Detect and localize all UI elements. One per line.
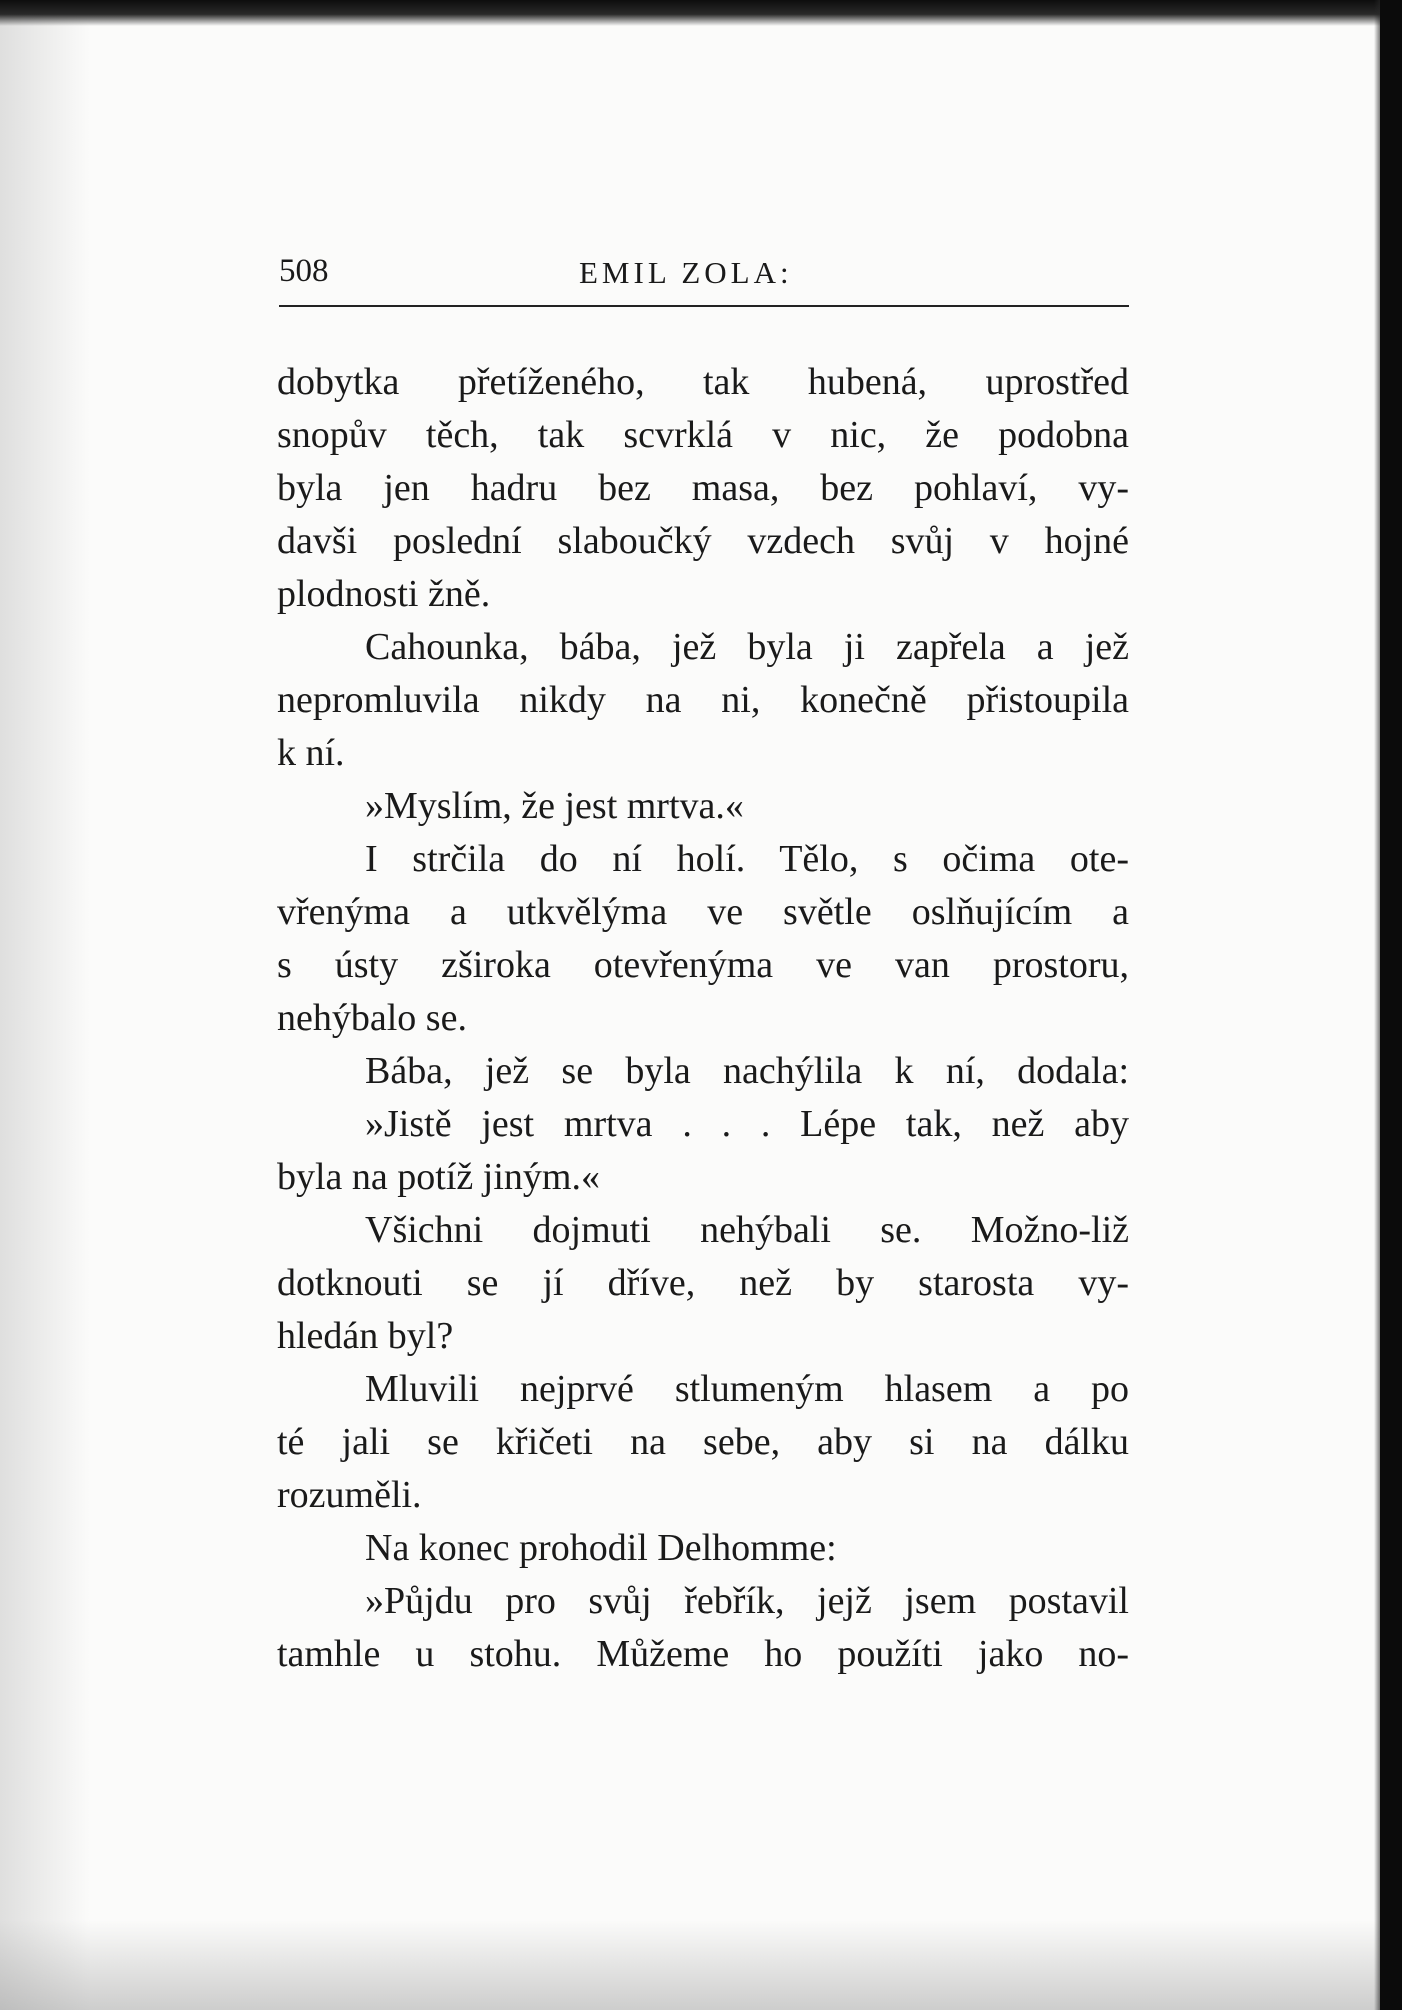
text-line: nehýbalo se. [277, 997, 467, 1039]
header-rule [279, 305, 1129, 307]
text-line: s ústy zširoka otevřenýma ve van prostoru, [277, 944, 1129, 986]
text-line: vřenýma a utkvělýma ve světle oslňujícím a [277, 891, 1129, 933]
scan-border-top [0, 0, 1402, 26]
text-line: snopův těch, tak scvrklá v nic, že podobna [277, 414, 1129, 456]
text-line: I strčila do ní holí. Tělo, s očima ote- [365, 838, 1129, 880]
text-line: byla jen hadru bez masa, bez pohlaví, vy- [277, 467, 1129, 509]
text-line: k ní. [277, 732, 345, 774]
text-line: Bába, jež se byla nachýlila k ní, dodala: [365, 1050, 1129, 1092]
text-line: »Půjdu pro svůj řebřík, jejž jsem postavil [365, 1580, 1129, 1622]
text-line: Cahounka, bába, jež byla ji zapřela a jež [365, 626, 1129, 668]
text-line: té jali se křičeti na sebe, aby si na dálku [277, 1421, 1129, 1463]
page-header [279, 253, 1129, 305]
scan-shadow-left [0, 0, 90, 2010]
text-line: tamhle u stohu. Můžeme ho použíti jako no- [277, 1633, 1129, 1675]
text-line: nepromluvila nikdy na ni, konečně přistoupila [277, 679, 1129, 721]
text-line: Všichni dojmuti nehýbali se. Možno-liž [365, 1209, 1129, 1251]
text-line: hledán byl? [277, 1315, 454, 1357]
text-line: »Myslím, že jest mrtva.« [365, 785, 744, 827]
text-line: Na konec prohodil Delhomme: [365, 1527, 837, 1569]
text-line: rozuměli. [277, 1474, 422, 1516]
text-line: dobytka přetíženého, tak hubená, uprostřed [277, 361, 1129, 403]
text-line: byla na potíž jiným.« [277, 1156, 600, 1198]
scan-border-right [1380, 0, 1402, 2010]
body-text [277, 356, 1129, 1681]
page-number: 508 [279, 253, 329, 289]
running-head: EMIL ZOLA: [579, 255, 793, 290]
text-line: »Jistě jest mrtva . . . Lépe tak, než aby [365, 1103, 1129, 1145]
text-line: Mluvili nejprvé stlumeným hlasem a po [365, 1368, 1129, 1410]
text-line: plodnosti žně. [277, 573, 491, 615]
text-line: davši poslední slaboučký vzdech svůj v hojné [277, 520, 1129, 562]
text-line: dotknouti se jí dříve, než by starosta vy- [277, 1262, 1129, 1304]
scan-shadow-bottom [0, 1920, 1402, 2010]
